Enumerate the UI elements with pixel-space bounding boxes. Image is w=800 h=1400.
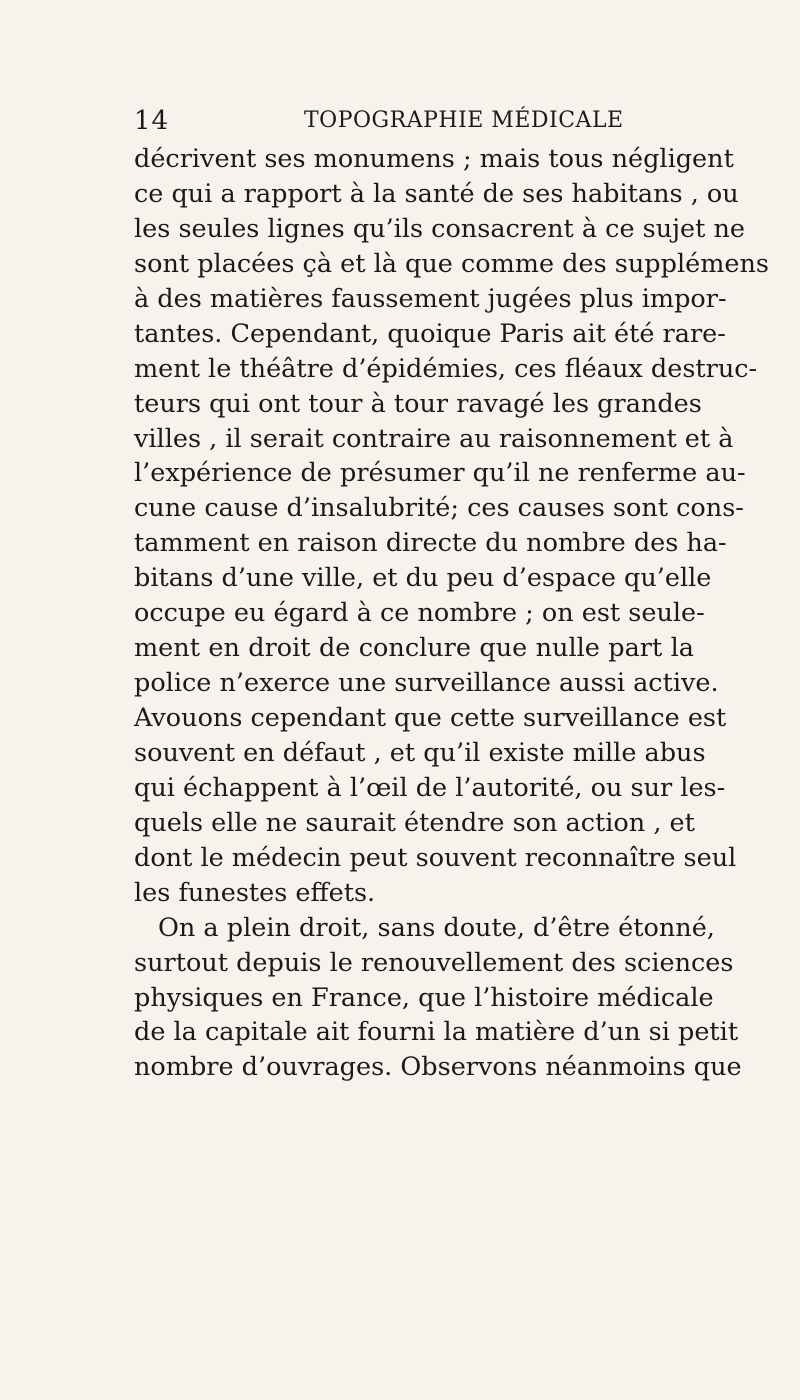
text-line: tantes. Cependant, quoique Paris ait été rare- <box>134 318 726 349</box>
text-line: à des matières faussement jugées plus impor- <box>134 283 727 314</box>
text-line: les funestes effets. <box>134 877 376 908</box>
text-line: de la capitale ait fourni la matière d’un si petit <box>134 1017 739 1048</box>
body-text <box>134 142 769 1085</box>
text-line: surtout depuis le renouvellement des sciences <box>134 947 734 978</box>
text-line: ment en droit de conclure que nulle part la <box>134 633 694 664</box>
text-line: tamment en raison directe du nombre des ha- <box>134 528 727 559</box>
text-line: cune cause d’insalubrité; ces causes sont cons- <box>134 493 744 524</box>
text-line: ment le théâtre d’épidémies, ces fléaux destruc- <box>134 353 758 384</box>
text-line: quels elle ne saurait étendre son action , et <box>134 807 695 838</box>
page-header <box>134 106 694 140</box>
text-line: l’expérience de présumer qu’il ne renferme au- <box>134 458 746 489</box>
text-line: ce qui a rapport à la santé de ses habitans , ou <box>134 178 739 209</box>
text-line: bitans d’une ville, et du peu d’espace qu’elle <box>134 563 712 594</box>
text-line: Avouons cependant que cette surveillance est <box>134 703 727 733</box>
text-line: les seules lignes qu’ils consacrent à ce sujet ne <box>134 213 746 244</box>
text-line: sont placées çà et là que comme des supplémens <box>134 248 769 279</box>
text-line: villes , il serait contraire au raisonnement et à <box>134 423 734 454</box>
text-line: dont le médecin peut souvent reconnaître seul <box>134 842 737 873</box>
text-line: police n’exerce une surveillance aussi active. <box>134 668 719 699</box>
text-line: teurs qui ont tour à tour ravagé les grandes <box>134 388 702 419</box>
text-line: On a plein droit, sans doute, d’être étonné, <box>158 912 715 943</box>
text-line: décrivent ses monumens ; mais tous négligent <box>134 144 734 174</box>
text-line: physiques en France, que l’histoire médicale <box>134 982 714 1013</box>
running-title: TOPOGRAPHIE MÉDICALE <box>304 108 624 133</box>
text-line: occupe eu égard à ce nombre ; on est seule- <box>134 598 705 629</box>
page-number: 14 <box>134 106 170 136</box>
text-line: souvent en défaut , et qu’il existe mille abus <box>134 737 706 768</box>
text-line: qui échappent à l’œil de l’autorité, ou sur les- <box>134 772 726 803</box>
text-line: nombre d’ouvrages. Observons néanmoins que <box>134 1052 742 1083</box>
